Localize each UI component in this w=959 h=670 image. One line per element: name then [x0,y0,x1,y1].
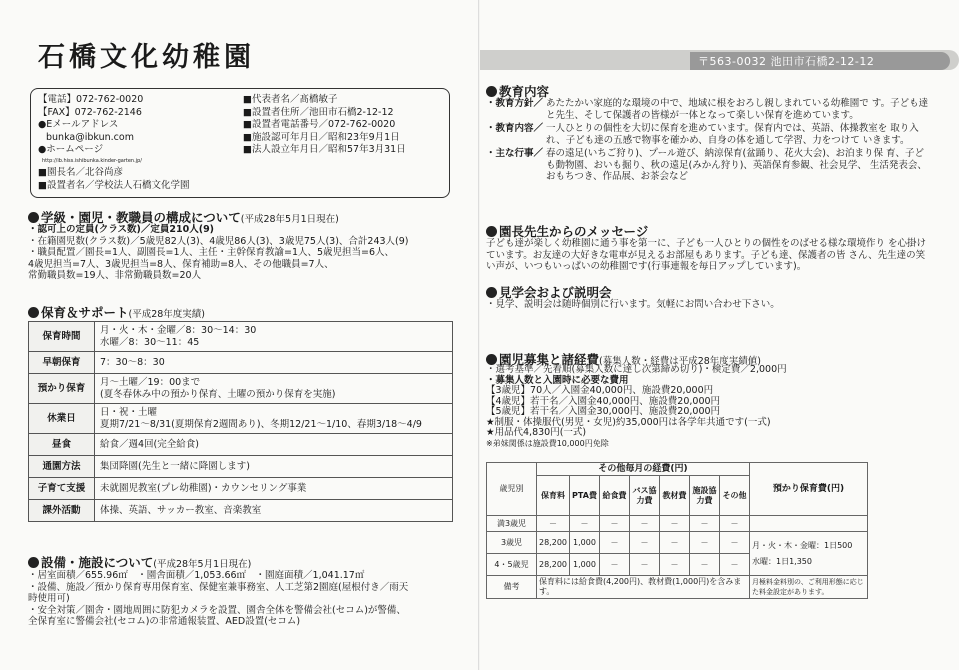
visit-heading: 見学会および説明会 [486,283,612,301]
bullet-icon [28,557,39,568]
visit-body: ・見学、説明会は随時個別に行います。気軽にお問い合わせ下さい。 [486,299,780,310]
fee-col-header: 教材費 [660,476,690,516]
care-row [29,374,453,404]
left-page [0,0,479,670]
principal: ■園長名／北谷尚彦 [38,167,123,178]
care-row-label: 休業日 [29,404,95,434]
fee-row [487,516,868,532]
care-row-label: 昼食 [29,434,95,456]
fee-age: 満3歳児 [487,516,537,532]
fees-table [486,462,868,599]
fee-col-header: その他 [720,476,750,516]
care-row [29,500,453,522]
fee-value: － [720,516,750,532]
care-row-value: 集団降園(先生と一緒に降園します) [95,456,453,478]
email[interactable]: bunka@ibkun.com [46,131,134,143]
bullet-icon [28,212,39,223]
fee-value: － [630,554,660,576]
fee-value: － [600,516,630,532]
care-row-label: 保育時間 [29,322,95,352]
staff-heading: 学級・園児・教職員の構成について(平成28年5月1日現在) [28,208,339,226]
bullet-icon [486,86,497,97]
representative: ■代表者名／髙橋敏子 [243,94,338,105]
fee-value: 1,000 [570,532,600,554]
right-page [480,0,959,670]
care-row-value: 未就園児教室(プレ幼稚園)・カウンセリング事業 [95,478,453,500]
monthly-fees-header: その他毎月の経費(円) [537,463,750,476]
header-address: 〒563-0032 池田市石橋2-12-12 [690,52,950,70]
founder-tel: ■設置者電話番号／072-762-0020 [243,119,396,130]
care-row [29,456,453,478]
fee-value: － [690,516,720,532]
care-row-label: 課外活動 [29,500,95,522]
message-body: 子ども達が楽しく幼稚園に通う事を第一に、子ども一人ひとりの個性をのばせる様な環境作り を心掛けています。お友達の大好きな電車が見えるお部屋もあります。子ども達、保護者の皆 さん、先生達の笑い声が、いつもいっぱいの幼稚園です(行事連報を毎日アップしています)。 [486,238,927,272]
hold-fee-values: 月・火・木・金曜：1日500 水曜：1日1,350 [750,532,868,576]
fee-value: － [690,532,720,554]
fee-value: － [600,554,630,576]
care-row [29,352,453,374]
fee-value: － [630,516,660,532]
education-details: ・教育方針／ あたたかい家庭的な環境の中で、地域に根をおろし親しまれている幼稚園で す。子ども達と先生、そして保護者の皆様が一体となって楽しい保育を進めています。 ・教育内容／ 一人ひとりの個性を大切に保育を進めています。保育内では、英語、体操教室を 取り入れ、子ども達の五感で物事を確かめ、自身の体を通して学習、力をつけて いきます。 ・主な行事／ 春の遠足(いちご狩り)、プール遊び、納涼保育(盆踊り、花火大会)、お泊まり保 育、子ども動物園、おいも掘り、秋の遠足(みかん狩り)、英語保育参観、社会見学、 生活発表会、おもちつき、作品展、お茶会など [486,98,929,182]
establishment-date: ■法人設立年月日／昭和57年3月31日 [243,144,406,155]
fee-note: 保育料には給食費(4,200円)、教材費(1,000円)を含みます。 [537,576,750,599]
care-row [29,404,453,434]
care-row-label: 預かり保育 [29,374,95,404]
fee-value: － [660,516,690,532]
care-row-value: 月・火・木・金曜／8：30～14：30 水曜／8：30～11：45 [95,322,453,352]
fee-value: － [720,532,750,554]
care-heading: 保育＆サポート(平成28年度実績) [28,303,205,321]
fee-col-header: 給食費 [600,476,630,516]
care-row-label: 早朝保育 [29,352,95,374]
recruit-heading: 園児募集と諸経費(募集人数・経費は平成28年度実績値) [486,350,761,368]
age-header: 歳児別 [487,463,537,516]
hold-fee-header: 預かり保育費(円) [750,463,868,516]
fee-value: 1,000 [570,554,600,576]
fee-value: － [630,532,660,554]
fee-value: 28,200 [537,532,570,554]
school-title: 石橋文化幼稚園 [38,42,255,73]
founder: ■設置者名／学校法人石橋文化学園 [38,180,190,191]
care-row-value: 体操、英語、サッカー教室、音楽教室 [95,500,453,522]
facility-heading: 設備・施設について(平成28年5月1日現在) [28,553,251,571]
fee-value: － [600,532,630,554]
care-row [29,478,453,500]
hold-fee-empty [750,516,868,532]
fee-value: 28,200 [537,554,570,576]
bullet-icon [28,307,39,318]
care-row-value: 月～土曜／19：00まで (夏冬春休み中の預かり保育、土曜の預かり保育を実施) [95,374,453,404]
fee-value: － [690,554,720,576]
bullet-icon [486,226,497,237]
bullet-icon [486,287,497,298]
homepage-label: ●ホームページ [38,144,104,155]
care-row [29,322,453,352]
care-row-label: 子育て支援 [29,478,95,500]
staff-details: ・認可上の定員(クラス数)／定員210人(9) ・在籍園児数(クラス数)／5歳児82人(3)、4歳児86人(3)、3歳児75人(3)、合計243人(9) ・職員配置／園長=1人、副園長=1人、主任・主幹保育教諭=1人、5歳児担当=6人、 4歳児担当=7人、3歳児担当=8人、保育補助=8人、その他職員=7人、 常勤職員数=19人、非常勤職員数=20人 [28,224,409,281]
email-label: ●Eメールアドレス [38,119,119,130]
fee-value: － [570,516,600,532]
message-heading: 園長先生からのメッセージ [486,222,648,240]
contact-info-box [30,88,450,198]
note-label: 備考 [487,576,537,599]
fee-value: － [660,554,690,576]
fee-value: － [660,532,690,554]
fee-age: 3歳児 [487,532,537,554]
facility-details: ・居室面積／655.96㎡ ・園舎面積／1,053.66㎡ ・園庭面積／1,041.17㎡ ・設備、施設／預かり保育専用保育室、保健室兼事務室、人工芝第2園庭(屋根付き／雨天 時使用可) ・安全対策／園舎・園地周囲に防犯カメラを設置、園舎全体を警備会社(セコム)が警備、 全保育室に警備会社(セコム)の非常通報装置、AED設置(セコム) [28,570,409,627]
hold-fee-note: 月極料金料別の、ご利用形態に応じた料金設定があります。 [750,576,868,599]
fee-col-header: 施設協力費 [690,476,720,516]
recruit-details: ・選考基準／先着順(募集人数に達し次第締め切り)・検定費／2,000円 ・募集人数と入園時に必要な費用 【3歳児】70人／入園金40,000円、施設費20,000円 【4歳児】若干名／入園金40,000円、施設費20,000円 【5歳児】若干名／入園金30,000円、施設費20,000円 ★制服・体操服代(男児・女児)約35,000円は各学年共通です(一式) ★用品代4,830円(一式) ※弟妹関係は施設費10,000円免除 [486,364,787,448]
care-row-value: 7：30～8：30 [95,352,453,374]
approval-date: ■施設認可年月日／昭和23年9月1日 [243,131,400,143]
care-row-value: 給食／週4回(完全給食) [95,434,453,456]
education-heading: 教育内容 [486,82,549,100]
fee-row [487,532,868,554]
fee-value: － [720,554,750,576]
care-row [29,434,453,456]
fee-value: － [537,516,570,532]
fee-col-header: PTA費 [570,476,600,516]
founder-address: ■設置者住所／池田市石橋2-12-12 [243,106,394,118]
homepage-url[interactable]: http://ib.hiss.ishibunka.kinder-garten.jp/ [42,157,142,164]
fax: 【FAX】072-762-2146 [38,106,142,118]
care-row-label: 通園方法 [29,456,95,478]
fee-col-header: バス協力費 [630,476,660,516]
tel: 【電話】072-762-0020 [38,94,144,105]
fee-age: 4・5歳児 [487,554,537,576]
care-row-value: 日・祝・土曜 夏期7/21～8/31(夏期保育2週間あり)、冬期12/21～1/10、春期3/18～4/9 [95,404,453,434]
care-table [28,321,453,522]
fee-col-header: 保育料 [537,476,570,516]
